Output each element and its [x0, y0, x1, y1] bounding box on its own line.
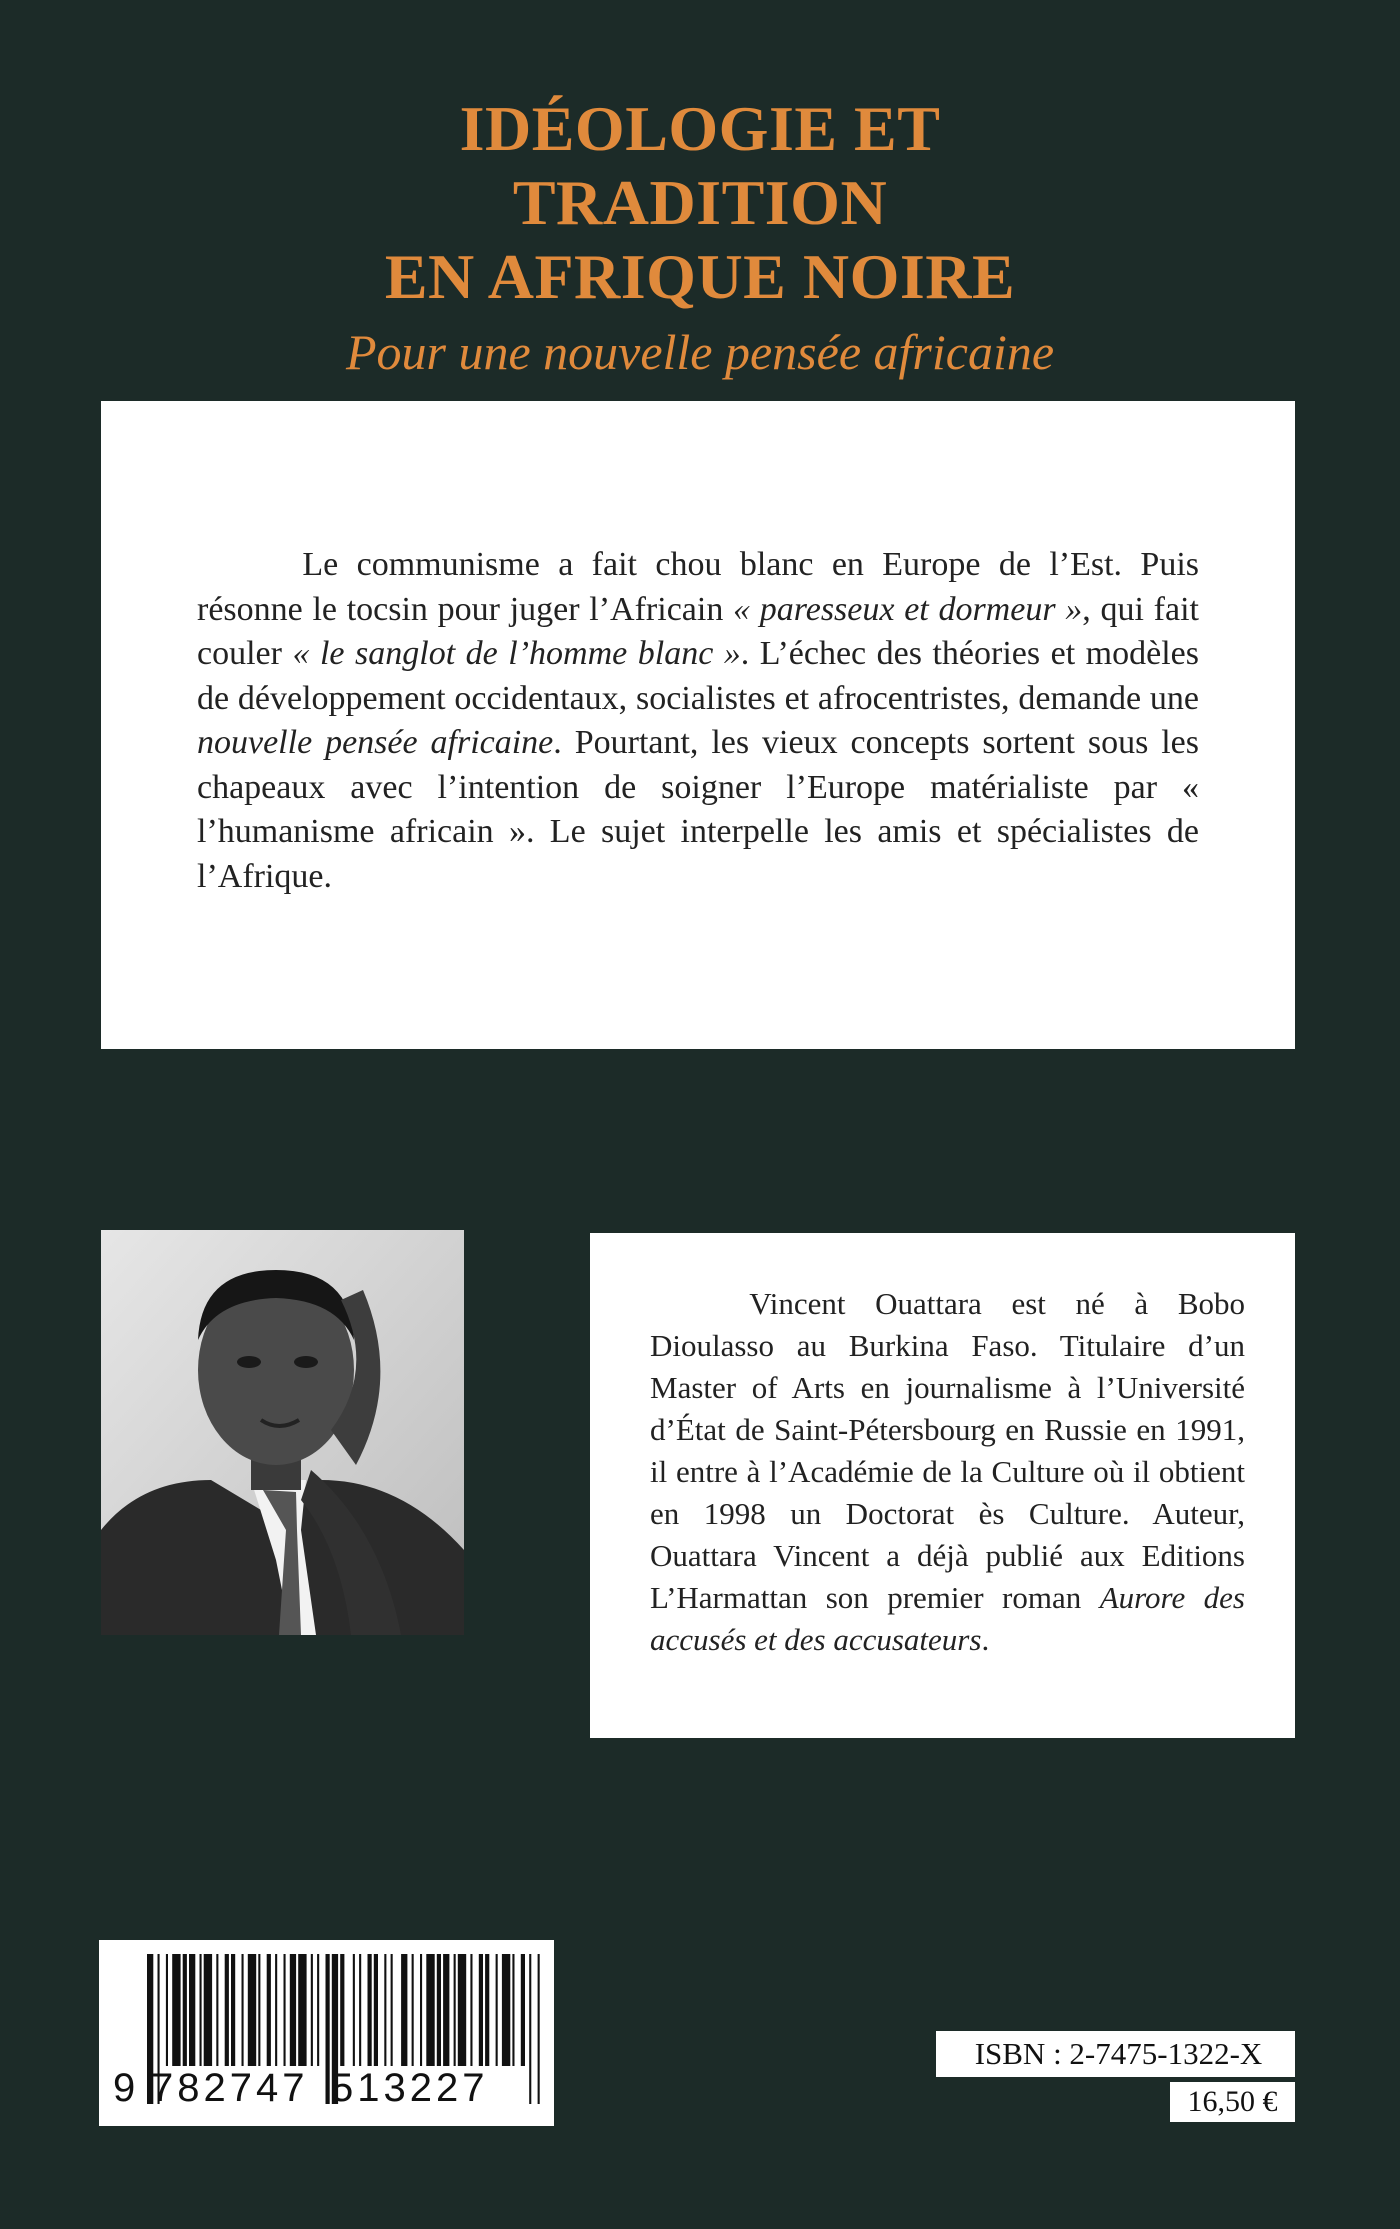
price-label: 16,50 € — [1170, 2082, 1295, 2122]
isbn-label: ISBN : 2-7475-1322-X — [936, 2031, 1295, 2077]
title-line-1: IDÉOLOGIE ET TRADITION — [459, 93, 941, 238]
subtitle: Pour une nouvelle pensée africaine — [345, 324, 1055, 380]
bio-text — [650, 1283, 1245, 1661]
barcode-digits — [99, 2066, 554, 2116]
author-photo — [101, 1230, 464, 1635]
bio-book-title: Aurore des accusés et des accusateurs — [650, 1580, 1245, 1657]
barcode — [99, 1940, 554, 2126]
barcode-group-2: 513227 — [331, 2066, 489, 2110]
blurb-part-3: . L’échec des théories et modèles de développement occidentaux, socialistes et afrocentristes, demande une — [197, 635, 1199, 717]
title-block — [0, 92, 1400, 382]
bio-end: . — [981, 1622, 990, 1657]
barcode-first-digit: 9 — [113, 2066, 136, 2110]
barcode-group-1: 782747 — [151, 2066, 309, 2110]
blurb-part-2: , qui fait couler — [197, 590, 1199, 672]
title-line-2: EN AFRIQUE NOIRE — [384, 241, 1016, 312]
blurb-part-4: . Pourtant, les vieux concepts sortent sous les chapeaux avec l’intention de soigner l’Europe matérialiste par « l’humanisme africain ». Le sujet interpelle les amis et spécialistes de l’Afrique. — [197, 724, 1199, 895]
blurb-quote-3: nouvelle pensée africaine — [197, 724, 554, 761]
bio-main: Vincent Ouattara est né à Bobo Dioulasso au Burkina Faso. Titulaire d’un Master of Arts en journalisme à l’Université d’État de Saint-Pétersbourg en Russie en 1991, il entre à l’Académie de la Culture où il obtient en 1998 un Doctorat ès Culture. Auteur, Ouattara Vincent a déjà publié aux Editions L’Harmattan son premier roman — [650, 1286, 1245, 1615]
blurb-box — [101, 401, 1295, 1049]
blurb-quote-2: « le sanglot de l’homme blanc » — [292, 635, 741, 672]
blurb-text — [197, 543, 1199, 899]
author-portrait-image — [101, 1230, 464, 1635]
blurb-part-1: Le communisme a fait chou blanc en Europe de l’Est. Puis résonne le tocsin pour juger l’Africain — [197, 546, 1199, 628]
bio-box — [590, 1233, 1295, 1738]
blurb-quote-1: « paresseux et dormeur » — [733, 590, 1083, 628]
